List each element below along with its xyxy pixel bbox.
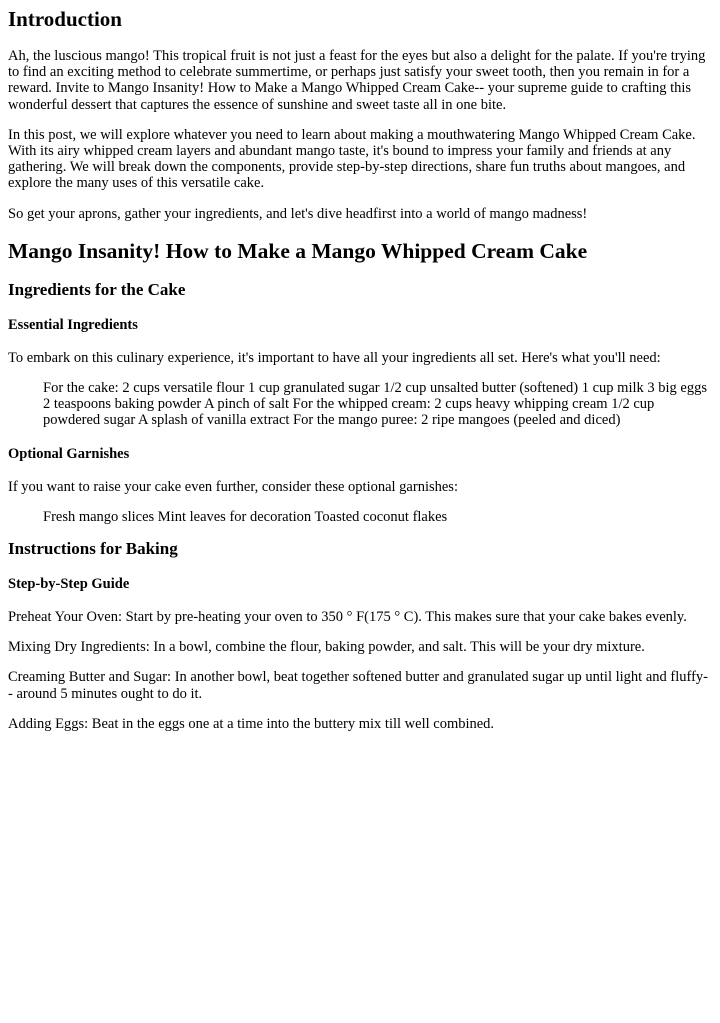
optional-garnishes-heading: Optional Garnishes [8, 445, 130, 462]
optional-garnishes-intro: If you want to raise your cake even further, consider these optional garnishes: [8, 478, 458, 495]
essential-ingredients-intro: To embark on this culinary experience, it's important to have all your ingredients all set. Here's what you'll need: [8, 349, 661, 366]
intro-paragraph: So get your aprons, gather your ingredients, and let's dive headfirst into a world of mango madness! [8, 205, 588, 222]
main-heading: Mango Insanity! How to Make a Mango Whipped Cream Cake [8, 238, 588, 263]
instruction-step: Adding Eggs: Beat in the eggs one at a time into the buttery mix till well combined. [8, 715, 495, 732]
step-by-step-heading: Step-by-Step Guide [8, 576, 130, 593]
intro-paragraph: In this post, we will explore whatever you need to learn about making a mouthwatering Mango Whipped Cream Cake. With its airy whipped cream layers and abundant mango taste, it's bound to impress your family and friends at any gathering. We will break down the components, provide step-by-step directions, share fun truths about mangoes, and explore the many uses of this versatile cake. [8, 126, 696, 192]
essential-ingredients-list: For the cake: 2 cups versatile flour 1 cup granulated sugar 1/2 cup unsalted butter (softened) 1 cup milk 3 big eggs 2 teaspoons baking powder A pinch of salt For the whipped cream: 2 cups heavy whipping cream 1/2 cup powdered sugar A splash of vanilla extract For the mango puree: 2 ripe mangoes (peeled and diced) [43, 380, 707, 429]
instruction-step: Creaming Butter and Sugar: In another bowl, beat together softened butter and granulated sugar up until light and fluffy-- around 5 minutes ought to do it. [8, 669, 708, 702]
instruction-step: Preheat Your Oven: Start by pre-heating your oven to 350 ° F(175 ° C). This makes sure that your cake bakes evenly. [8, 609, 687, 626]
intro-paragraph: Ah, the luscious mango! This tropical fruit is not just a feast for the eyes but also a delight for the palate. If you're trying to find an exciting method to celebrate summertime, or perhaps just satisfy your sweet tooth, then you remain in for a reward. Invite to Mango Insanity! How to Make a Mango Whipped Cream Cake-- your supreme guide to crafting this wonderful dessert that captures the essence of sunshine and sweet taste all in one bite. [8, 48, 706, 113]
intro-heading: Introduction [8, 7, 122, 31]
ingredients-heading: Ingredients for the Cake [8, 279, 186, 299]
article [0, 6, 720, 732]
essential-ingredients-heading: Essential Ingredients [8, 316, 138, 333]
instruction-step: Mixing Dry Ingredients: In a bowl, combine the flour, baking powder, and salt. This will be your dry mixture. [8, 639, 645, 656]
instructions-heading: Instructions for Baking [8, 539, 178, 559]
optional-garnishes-list: Fresh mango slices Mint leaves for decoration Toasted coconut flakes [43, 508, 448, 525]
